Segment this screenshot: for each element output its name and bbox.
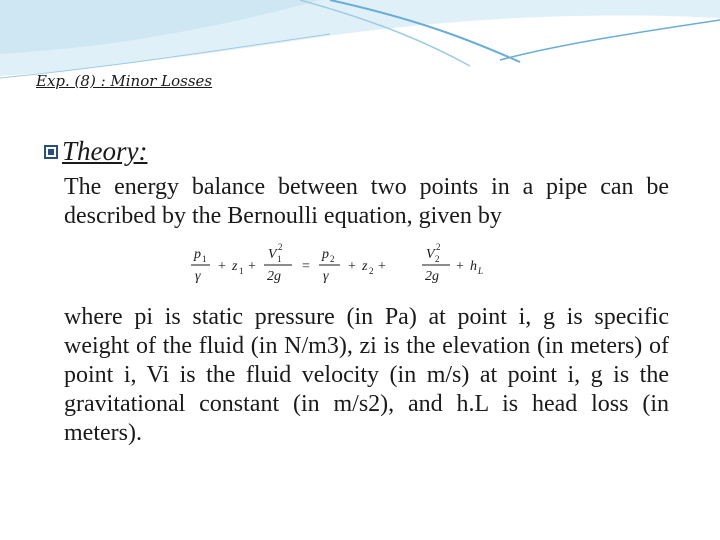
svg-text:1: 1 [202,254,207,264]
svg-text:V: V [268,247,277,262]
svg-text:p: p [322,247,329,262]
svg-text:+: + [248,259,256,274]
bernoulli-equation [188,240,498,286]
svg-text:z: z [232,259,238,274]
svg-text:γ: γ [323,269,329,284]
svg-text:2g: 2g [425,269,439,284]
svg-text:1: 1 [239,266,244,276]
svg-text:V: V [426,247,435,262]
svg-text:γ: γ [195,269,201,284]
definitions-paragraph: where pi is static pressure (in Pa) at point i, g is specific weight of the fluid (in N/m3), zi is the elevation (in meters) of point i, Vi is the fluid velocity (in m/s) at point i, g is the gravitational constant (in m/s2), and h.L is head loss (in meters). [64,304,669,446]
svg-text:2: 2 [436,242,441,252]
theory-heading-row [44,136,147,167]
svg-text:+: + [378,259,386,274]
svg-text:L: L [478,266,484,276]
svg-text:1: 1 [277,254,282,264]
slide-header-title: Exp. (8) : Minor Losses [36,72,213,90]
svg-text:2g: 2g [267,269,281,284]
intro-paragraph: The energy balance between two points in a pipe can be described by the Bernoulli equation, given by [64,174,669,229]
svg-text:2: 2 [369,266,374,276]
svg-text:+: + [348,259,356,274]
svg-text:=: = [302,259,310,274]
svg-text:h: h [470,259,477,274]
svg-text:z: z [362,259,368,274]
svg-text:2: 2 [278,242,283,252]
svg-text:2: 2 [330,254,335,264]
section-heading: Theory: [62,136,148,166]
svg-text:2: 2 [435,254,440,264]
svg-text:+: + [456,259,464,274]
checkbox-bullet-icon [44,145,58,159]
svg-text:p: p [194,247,201,262]
svg-text:+: + [218,259,226,274]
